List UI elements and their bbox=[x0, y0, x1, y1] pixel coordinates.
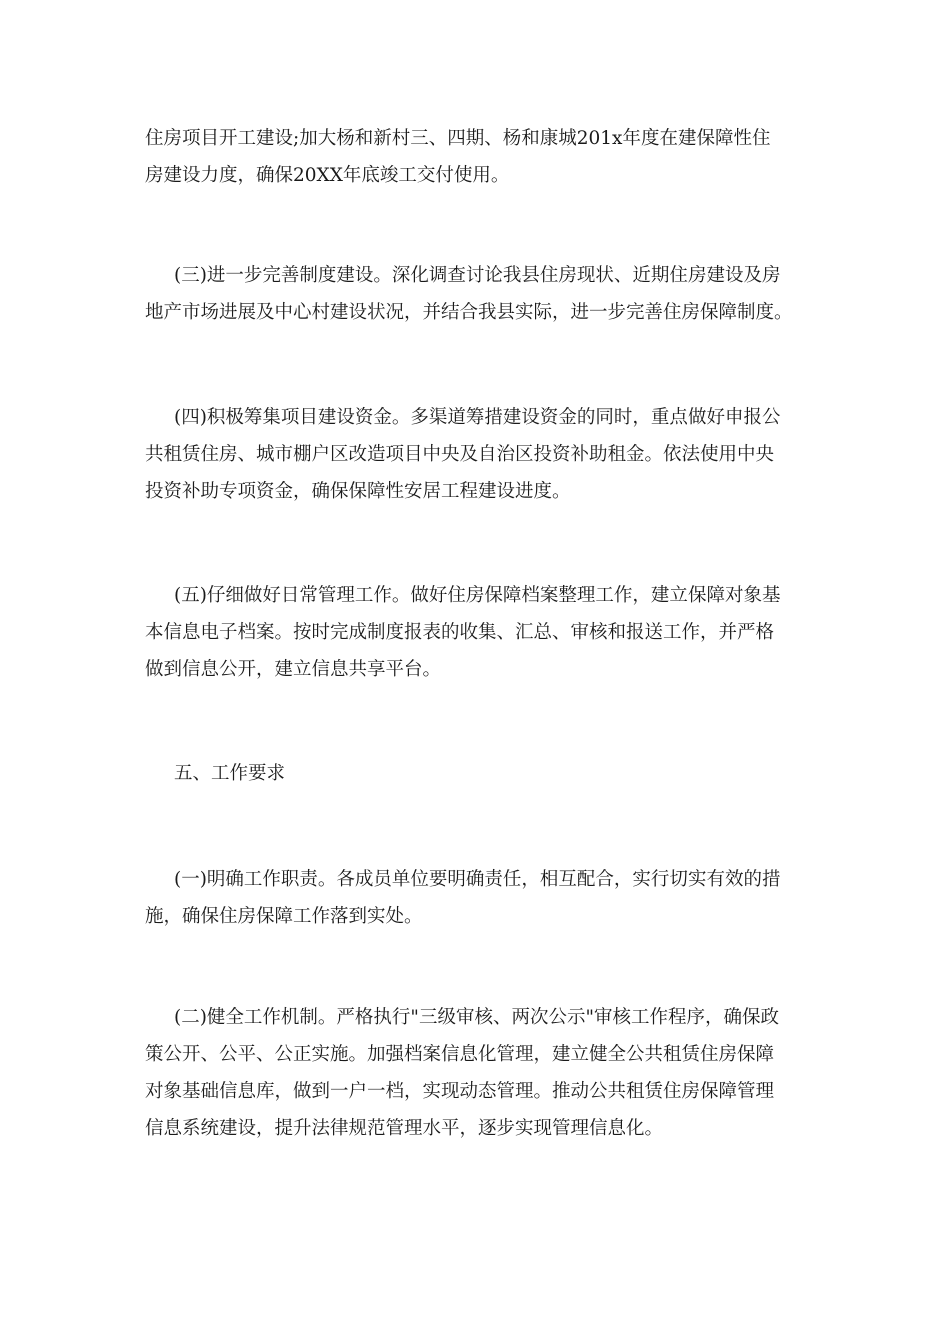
paragraph-line: (二)健全工作机制。严格执行"三级审核、两次公示"审核工作程序，确保政 bbox=[174, 1007, 779, 1028]
paragraph-institution-building bbox=[145, 257, 810, 331]
paragraph-line: 本信息电子档案。按时完成制度报表的收集、汇总、审核和报送工作，并严格 bbox=[145, 622, 775, 643]
paragraph-line: 信息系统建设，提升法律规范管理水平，逐步实现管理信息化。 bbox=[145, 1118, 664, 1139]
paragraph-line: 策公开、公平、公正实施。加强档案信息化管理，建立健全公共租赁住房保障 bbox=[145, 1044, 775, 1065]
paragraph-line: 对象基础信息库，做到一户一档，实现动态管理。推动公共租赁住房保障管理 bbox=[145, 1081, 775, 1102]
paragraph-daily-management bbox=[145, 577, 810, 688]
paragraph-line: 施，确保住房保障工作落到实处。 bbox=[145, 906, 423, 927]
paragraph-line: 住房项目开工建设;加大杨和新村三、四期、杨和康城201x年度在建保障性住 bbox=[145, 128, 771, 149]
paragraph-line: (三)进一步完善制度建设。深化调查讨论我县住房现状、近期住房建设及房 bbox=[174, 265, 781, 286]
paragraph-line: 共租赁住房、城市棚户区改造项目中央及自治区投资补助租金。依法使用中央 bbox=[145, 444, 775, 465]
paragraph-line: (四)积极筹集项目建设资金。多渠道筹措建设资金的同时，重点做好申报公 bbox=[174, 407, 781, 428]
paragraph-responsibilities bbox=[145, 861, 810, 935]
paragraph-line: 做到信息公开，建立信息共享平台。 bbox=[145, 659, 442, 680]
paragraph-line: 投资补助专项资金，确保保障性安居工程建设进度。 bbox=[145, 481, 571, 502]
paragraph-continuation bbox=[145, 120, 810, 194]
paragraph-line: (一)明确工作职责。各成员单位要明确责任，相互配合，实行切实有效的措 bbox=[174, 869, 781, 890]
paragraph-work-mechanism bbox=[145, 999, 810, 1147]
paragraph-funding bbox=[145, 399, 810, 510]
paragraph-line: 地产市场进展及中心村建设状况，并结合我县实际，进一步完善住房保障制度。 bbox=[145, 302, 793, 323]
paragraph-line: 房建设力度，确保20XX年底竣工交付使用。 bbox=[145, 165, 510, 186]
section-heading: 五、工作要求 bbox=[174, 763, 286, 784]
paragraph-line: (五)仔细做好日常管理工作。做好住房保障档案整理工作，建立保障对象基 bbox=[174, 585, 781, 606]
section-heading-work-requirements bbox=[145, 755, 810, 792]
